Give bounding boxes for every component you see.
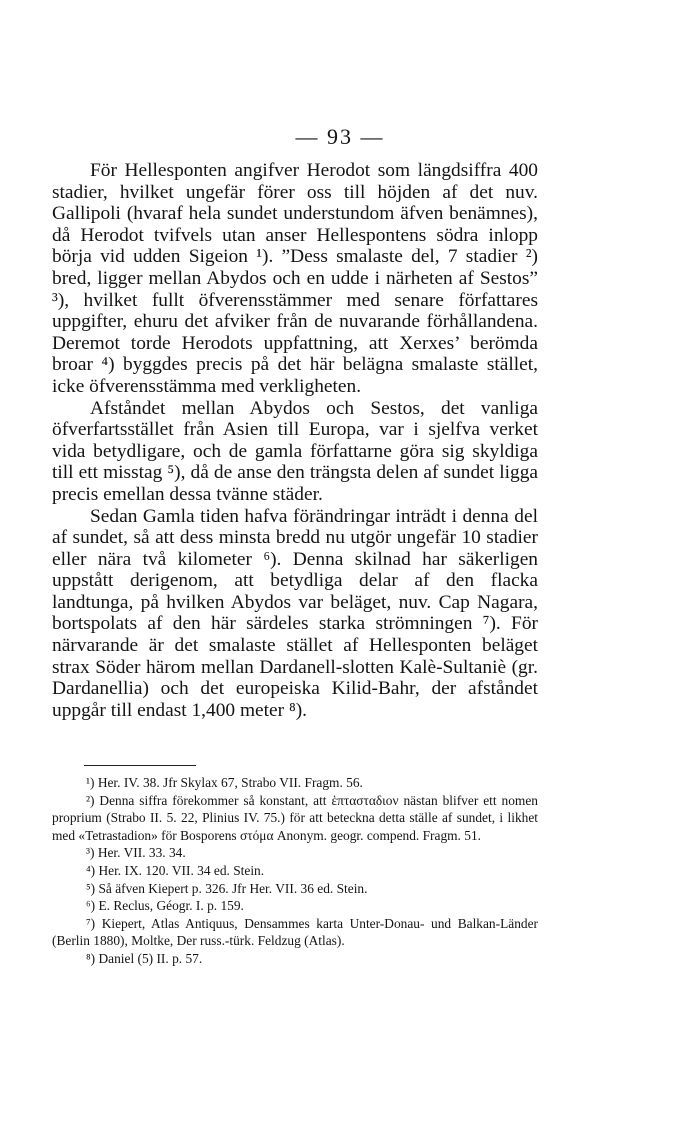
page-number: — 93 — [295,124,385,149]
footnote-5: ⁵) Så äfven Kiepert p. 326. Jfr Her. VII. 36 ed. Stein. [86,880,368,896]
footnote-1: ¹) Her. IV. 38. Jfr Skylax 67, Strabo VII. Fragm. 56. [86,775,363,790]
paragraph-1: För Hellesponten angifver Herodot som längdsiffra 400 stadier, hvilket ungefär förer oss till höjden af det nuv. Gallipoli (hvaraf hela sundet understundom äfven benämnes), då Herodot tvifvels utan anser Hellespontens södra inlopp börja vid udden Sigeion ¹). ”Dess smalaste del, 7 stadier ²) bred, ligger mellan Abydos och en udde i närheten af Sestos” ³), hvilket fullt öfverensstämmer med senare författares uppgifter, ehuru det afviker från de nuvarande förhållandena. Deremot torde Herodots uppfattning, att Xerxes’ berömda broar ⁴) byggdes precis på det här belägna smalaste stället, icke öfverensstämma med verkligheten. [52,160,538,397]
main-text [52,160,538,721]
paragraph-2: Afståndet mellan Abydos och Sestos, det vanliga öfverfartsstället från Asien till Europa, var i sjelfva verket vida betydligare, och de gamla författarne göra sig skyldiga till ett misstag ⁵), då de anse den trängsta delen af sundet ligga precis emellan dessa tvänne städer. [52,397,538,505]
footnote-7: ⁷) Kiepert, Atlas Antiquus, Densammes karta Unter-Donau- und Balkan-Länder (Berlin 1880), Moltke, Der russ.-türk. Feldzug (Atlas). [52,915,538,949]
paragraph-3: Sedan Gamla tiden hafva förändringar inträdt i denna del af sundet, så att dess minsta bredd nu utgör ungefär 10 stadier eller nära två kilometer ⁶). Denna skilnad har säkerligen uppstått derigenom, att betydliga delar af den flacka landtunga, på hvilken Abydos var beläget, nuv. Cap Nagara, bortspolats af den här särdeles starka strömningen ⁷). För närvarande är det smalaste stället af Hellesponten beläget strax Söder härom mellan Dardanell-slotten Kalè-Sultaniè (gr. Dardanellia) och det europeiska Kilid-Bahr, der afståndet uppgår till endast 1,400 meter ⁸). [52,505,538,721]
footnote-4: ⁴) Her. IX. 120. VII. 34 ed. Stein. [86,862,265,878]
footnote-2: ²) Denna siffra förekommer så konstant, att ἑπτασταδιον nästan blifver ett nomen proprium (Strabo II. 5. 22, Plinius IV. 75.) för att beteckna detta ställe af sundet, i likhet med «Tetrastadion» för Bosporens στόμα Anonym. geogr. compend. Fragm. 51. [52,792,538,843]
footnote-6: ⁶) E. Reclus, Géogr. I. p. 159. [86,898,244,914]
footnote-divider [84,765,196,766]
footnote-8: ⁸) Daniel (5) II. p. 57. [86,950,203,966]
footnote-3: ³) Her. VII. 33. 34. [86,845,186,861]
footnotes [52,774,538,968]
